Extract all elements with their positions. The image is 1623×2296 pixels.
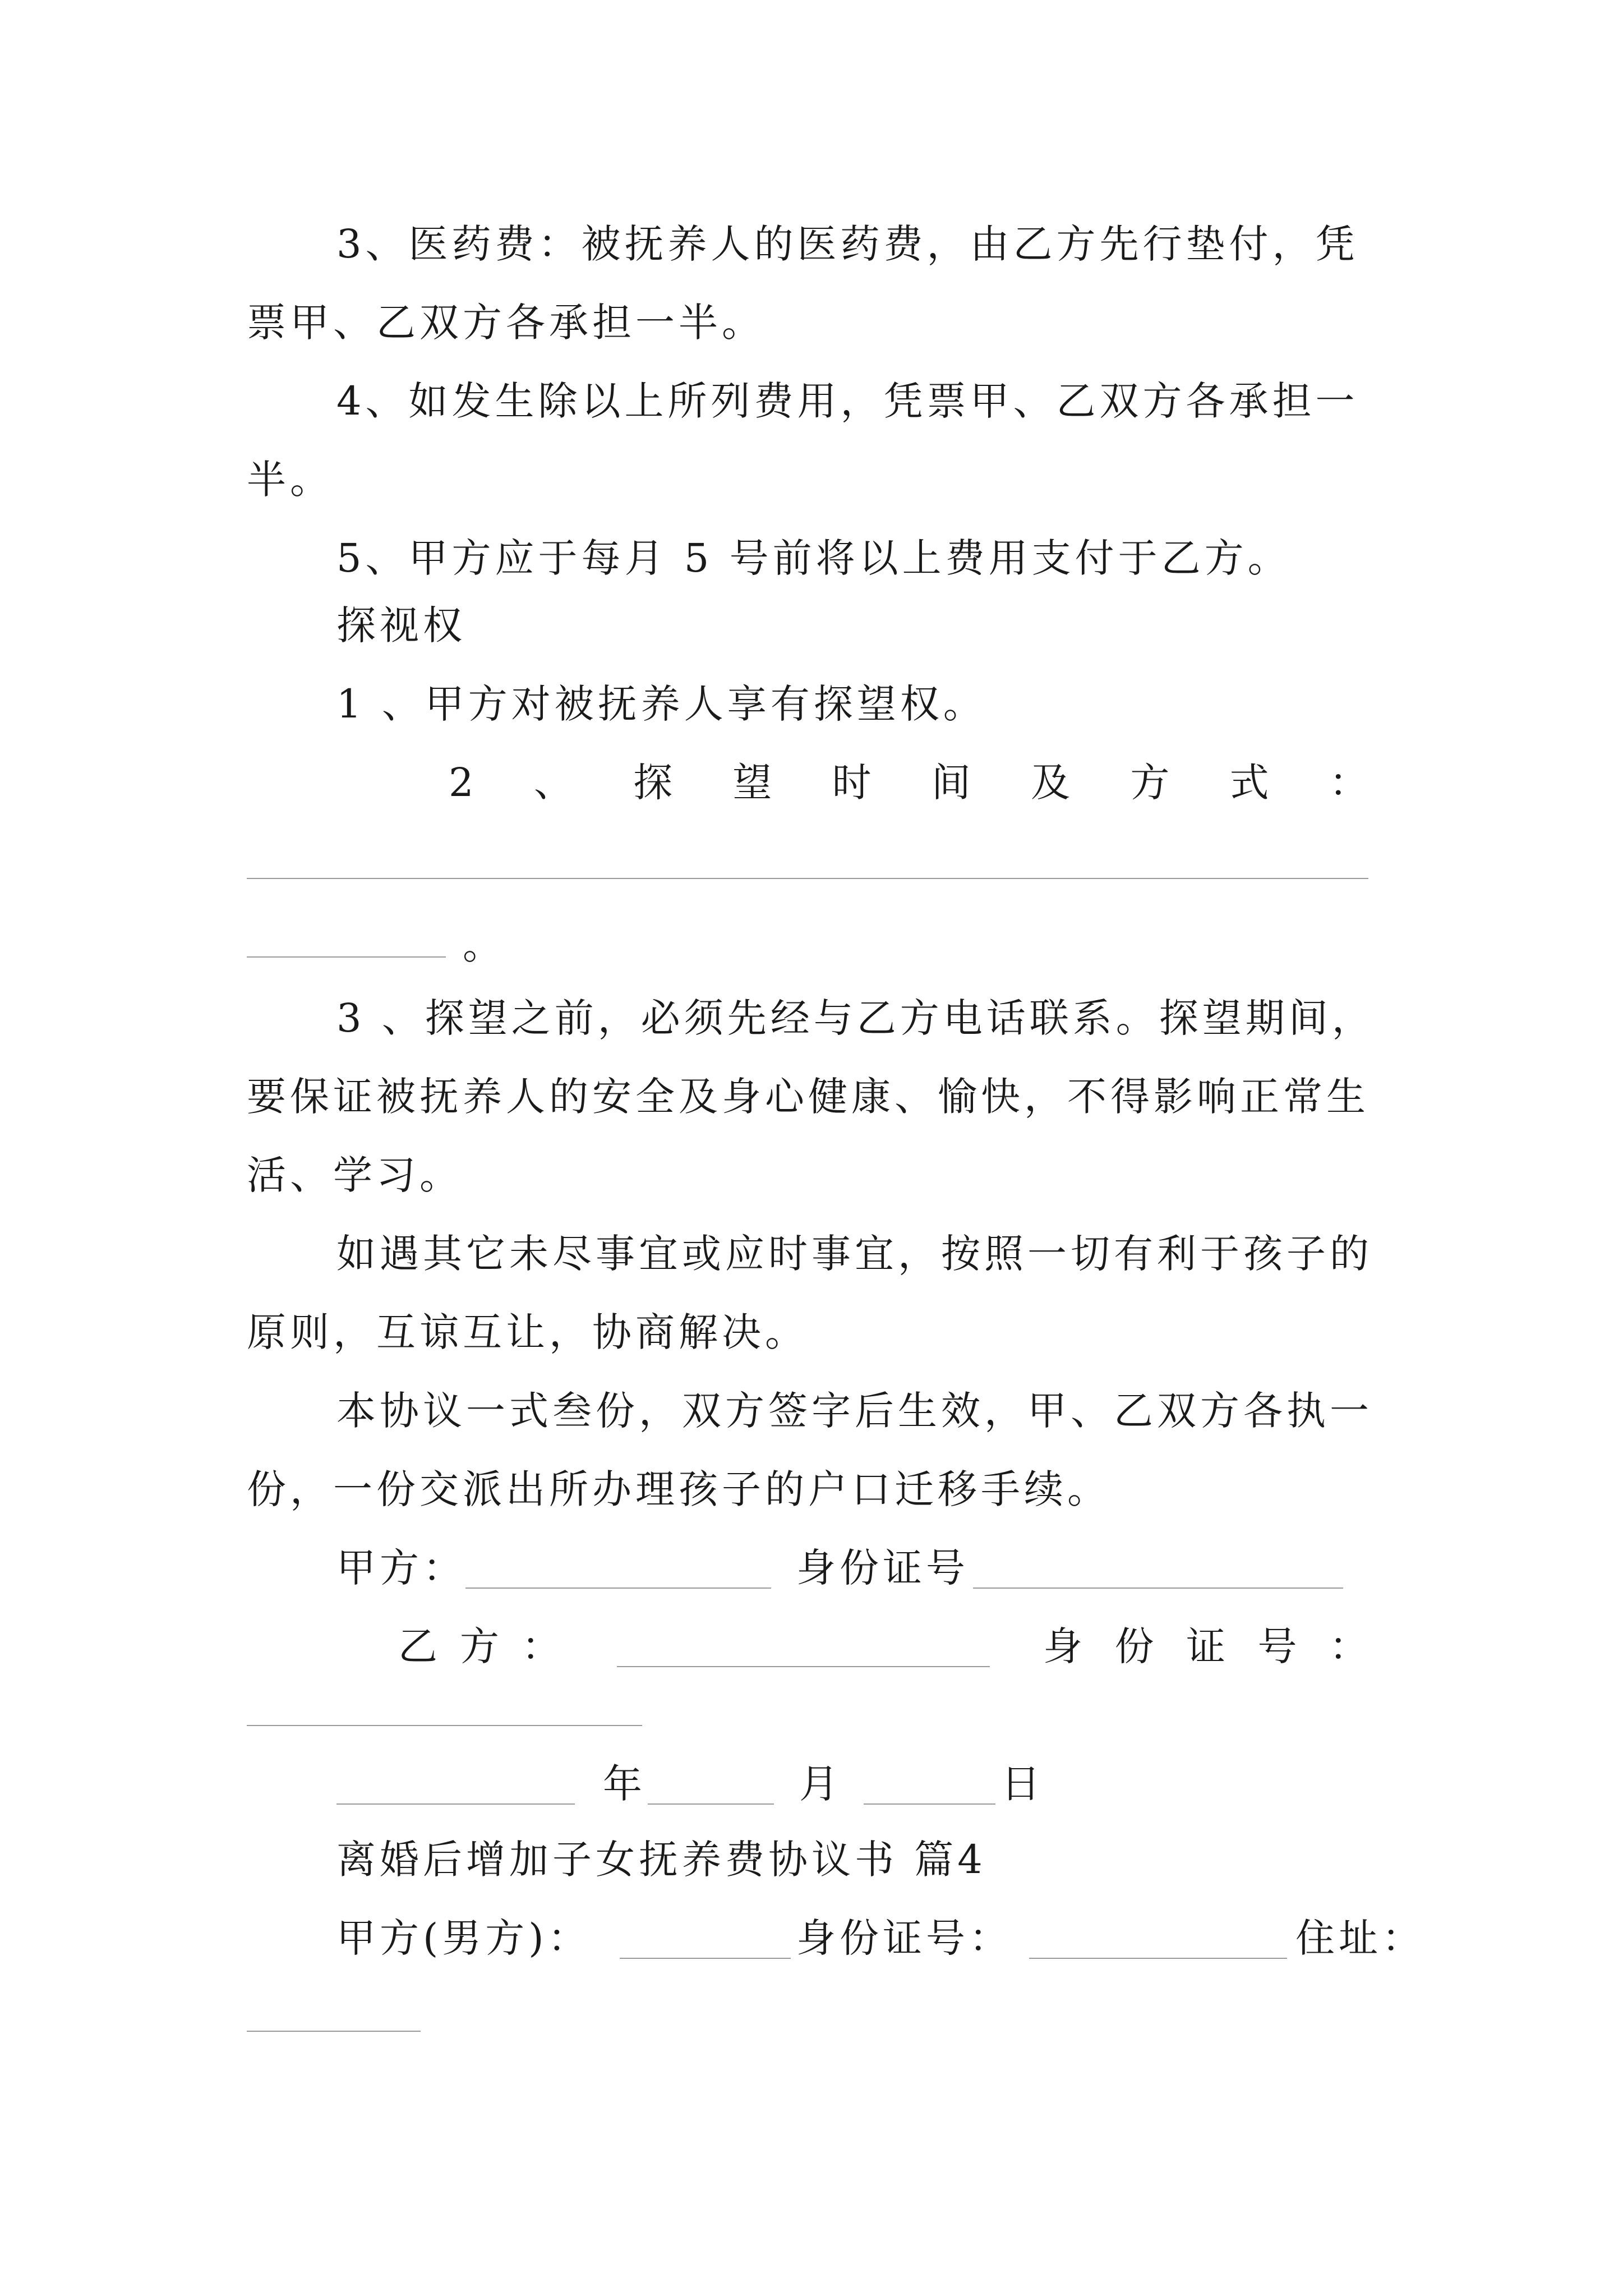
word: 号	[1257, 1623, 1297, 1669]
word: 方	[1130, 760, 1170, 806]
word: 、	[533, 760, 573, 806]
word: 望	[732, 760, 772, 806]
word: 及	[1031, 760, 1071, 806]
date-year-label: 年	[603, 1761, 646, 1807]
paragraph-copies-line1: 本协议一式叁份，双方签字后生效，甲、乙双方各执一	[336, 1388, 1373, 1434]
paragraph-visit-contact-line2: 要保证被抚养人的安全及身心健康、愉快，不得影响正常生	[247, 1074, 1370, 1120]
paragraph-other-costs-line1: 4、如发生除以上所列费用，凭票甲、乙双方各承担一	[336, 378, 1359, 424]
section4-party-a-label: 甲方(男方)：	[336, 1915, 591, 1961]
word: 方	[460, 1623, 499, 1669]
section4-party-a-blank	[620, 1958, 791, 1959]
word: ：	[1329, 1623, 1368, 1669]
section4-address-label: 住址：	[1295, 1915, 1425, 1961]
section4-id-blank	[1029, 1958, 1287, 1959]
word: 探	[633, 760, 673, 806]
day-blank	[864, 1803, 995, 1805]
paragraph-medical-line2: 票甲、乙双方各承担一半。	[247, 300, 765, 346]
party-b-id-blank	[247, 1725, 642, 1726]
signature-party-a-label: 甲方：	[336, 1545, 466, 1591]
word: 间	[931, 760, 971, 806]
section-heading-visitation: 探视权	[336, 602, 466, 648]
word: 身	[1043, 1623, 1082, 1669]
word: 时	[832, 760, 872, 806]
word: 份	[1114, 1623, 1154, 1669]
party-a-name-blank	[465, 1588, 771, 1589]
word: ：	[522, 1623, 561, 1669]
word: 乙	[398, 1623, 437, 1669]
section4-id-label: 身份证号：	[796, 1915, 1012, 1961]
paragraph-payment-date: 5、甲方应于每月 5 号前将以上费用支付于乙方。	[336, 535, 1291, 581]
paragraph-medical-line1: 3、医药费：被抚养人的医药费，由乙方先行垫付，凭	[336, 221, 1359, 267]
signature-party-a-id-label: 身份证号	[796, 1545, 969, 1591]
blank-line-short	[247, 956, 446, 958]
word: 式	[1229, 760, 1269, 806]
paragraph-visitation-time-method	[449, 754, 1368, 811]
period-mark: 。	[463, 922, 506, 968]
blank-line-full	[247, 878, 1368, 879]
year-blank	[336, 1803, 575, 1805]
party-a-id-blank	[973, 1588, 1343, 1589]
word: ：	[1329, 760, 1368, 806]
paragraph-other-costs-line2: 半。	[247, 457, 333, 503]
word: 证	[1186, 1623, 1225, 1669]
date-day-label: 日	[1001, 1761, 1044, 1807]
paragraph-visit-contact-line1: 3 、探望之前，必须先经与乙方电话联系。探望期间，	[336, 995, 1375, 1041]
paragraph-other-matters-line2: 原则，互谅互让，协商解决。	[247, 1309, 808, 1355]
paragraph-visitation-right: 1 、甲方对被抚养人享有探望权。	[336, 681, 986, 727]
signature-party-b-label	[398, 1618, 561, 1674]
word: 2	[449, 760, 474, 806]
party-b-name-blank	[617, 1666, 990, 1667]
section4-address-blank	[247, 2031, 421, 2032]
signature-party-b-id-label	[1043, 1618, 1368, 1674]
date-month-label: 月	[799, 1761, 842, 1807]
paragraph-copies-line2: 份，一份交派出所办理孩子的户口迁移手续。	[247, 1466, 1110, 1512]
paragraph-other-matters-line1: 如遇其它未尽事宜或应时事宜，按照一切有利于孩子的	[336, 1231, 1373, 1277]
month-blank	[648, 1803, 774, 1805]
paragraph-visit-contact-line3: 活、学习。	[247, 1152, 463, 1198]
section-title-agreement-4: 离婚后增加子女抚养费协议书 篇4	[336, 1837, 986, 1883]
